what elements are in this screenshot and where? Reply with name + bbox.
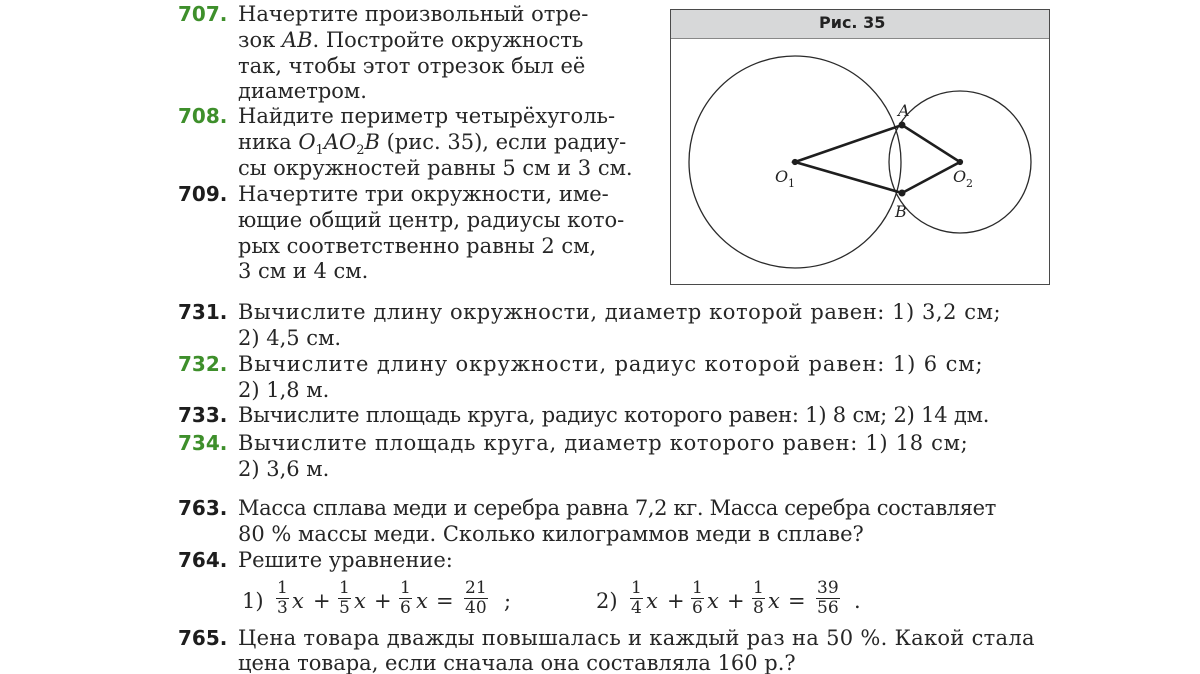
problem-text: 80 % массы меди. Сколько килограммов меди в сплаве? [238, 522, 864, 546]
problem-number: 733. [178, 403, 228, 427]
equation-label: 1) [242, 589, 264, 613]
operator: + [374, 589, 392, 613]
problem-title: Решите уравнение: [238, 548, 453, 572]
problem-number: 707. [178, 2, 228, 26]
label-o2: O [953, 167, 967, 186]
problem-text: Начертите произвольный отре- [238, 2, 589, 26]
problem-text: 2) 4,5 см. [238, 326, 342, 350]
problem-number: 734. [178, 431, 228, 455]
label-o2-sub: 2 [966, 177, 973, 190]
problem-text: Вычислите площадь круга, диаметр которого равен: 1) 18 см; [238, 431, 969, 455]
operator: + [667, 589, 685, 613]
fraction: $\frac{1}{3}$ [277, 578, 288, 618]
problem-text: 2) 1,8 м. [238, 378, 330, 402]
problem-text: Вычислите площадь круга, радиус которого равен: 1) 8 см; 2) 14 дм. [238, 403, 990, 427]
fraction: $\frac{39}{56}$ [817, 578, 839, 618]
problem-text: сы окружностей равны 5 см и 3 см. [238, 156, 633, 180]
textbook-page [178, 0, 1166, 674]
problem-text: Масса сплава меди и серебра равна 7,2 кг. Масса серебра составляет [238, 496, 997, 520]
operator: = [788, 589, 806, 613]
right-margin [1166, 0, 1200, 674]
fraction: $\frac{1}{5}$ [339, 578, 350, 618]
variable: x [416, 589, 428, 613]
problem-text: цена товара, если сначала она составляла 160 р.? [238, 651, 796, 674]
figure-35 [670, 9, 1050, 285]
problem-text: Найдите периметр четырёхуголь- [238, 104, 616, 128]
problem-text: Начертите три окружности, име- [238, 182, 609, 206]
operator: + [313, 589, 331, 613]
fraction: $\frac{1}{6}$ [692, 578, 703, 618]
fraction: $\frac{1}{6}$ [400, 578, 411, 618]
problem-text: ника $O_1AO_2B$ (рис. 35), если радиу- [238, 130, 627, 159]
equation-label: 2) [596, 589, 618, 613]
variable: x [768, 589, 780, 613]
figure-drawing [671, 10, 1049, 284]
variable: x [354, 589, 366, 613]
punctuation: ; [504, 589, 512, 613]
punctuation: . [854, 589, 861, 613]
problem-number: 732. [178, 352, 228, 376]
label-o1: O [775, 167, 789, 186]
fraction: $\frac{1}{4}$ [631, 578, 642, 618]
point-a [899, 122, 905, 128]
problem-number: 763. [178, 496, 228, 520]
problem-text: зок AB. Постройте окружность [238, 28, 584, 52]
figure-title: Рис. 35 [819, 13, 886, 32]
problem-number: 765. [178, 626, 228, 650]
variable: x [292, 589, 304, 613]
fraction: $\frac{21}{40}$ [465, 578, 487, 618]
point-o1 [792, 159, 797, 164]
problem-text: ющие общий центр, радиусы кото- [238, 208, 625, 232]
problem-number: 708. [178, 104, 228, 128]
quadrilateral [795, 125, 960, 193]
label-o1-sub: 1 [788, 177, 795, 190]
variable: x [646, 589, 658, 613]
problem-text: диаметром. [238, 79, 367, 103]
operator: + [727, 589, 745, 613]
problem-text: Цена товара дважды повышалась и каждый раз на 50 %. Какой стала [238, 626, 1035, 650]
problem-number: 709. [178, 182, 228, 206]
fraction: $\frac{1}{8}$ [753, 578, 764, 618]
problem-text: 3 см и 4 см. [238, 259, 369, 283]
problem-text: так, чтобы этот отрезок был её [238, 54, 586, 78]
label-a: A [898, 101, 910, 120]
variable: x [707, 589, 719, 613]
label-b: B [895, 202, 907, 221]
left-margin [0, 0, 178, 674]
point-b [899, 190, 905, 196]
operator: = [436, 589, 454, 613]
problem-text: рых соответственно равны 2 см, [238, 234, 597, 258]
point-o2 [957, 159, 962, 164]
problem-text: 2) 3,6 м. [238, 457, 330, 481]
problem-number: 764. [178, 548, 228, 572]
problem-text: Вычислите длину окружности, диаметр которой равен: 1) 3,2 см; [238, 300, 1002, 324]
problem-text: Вычислите длину окружности, радиус которой равен: 1) 6 см; [238, 352, 984, 376]
problem-number: 731. [178, 300, 228, 324]
